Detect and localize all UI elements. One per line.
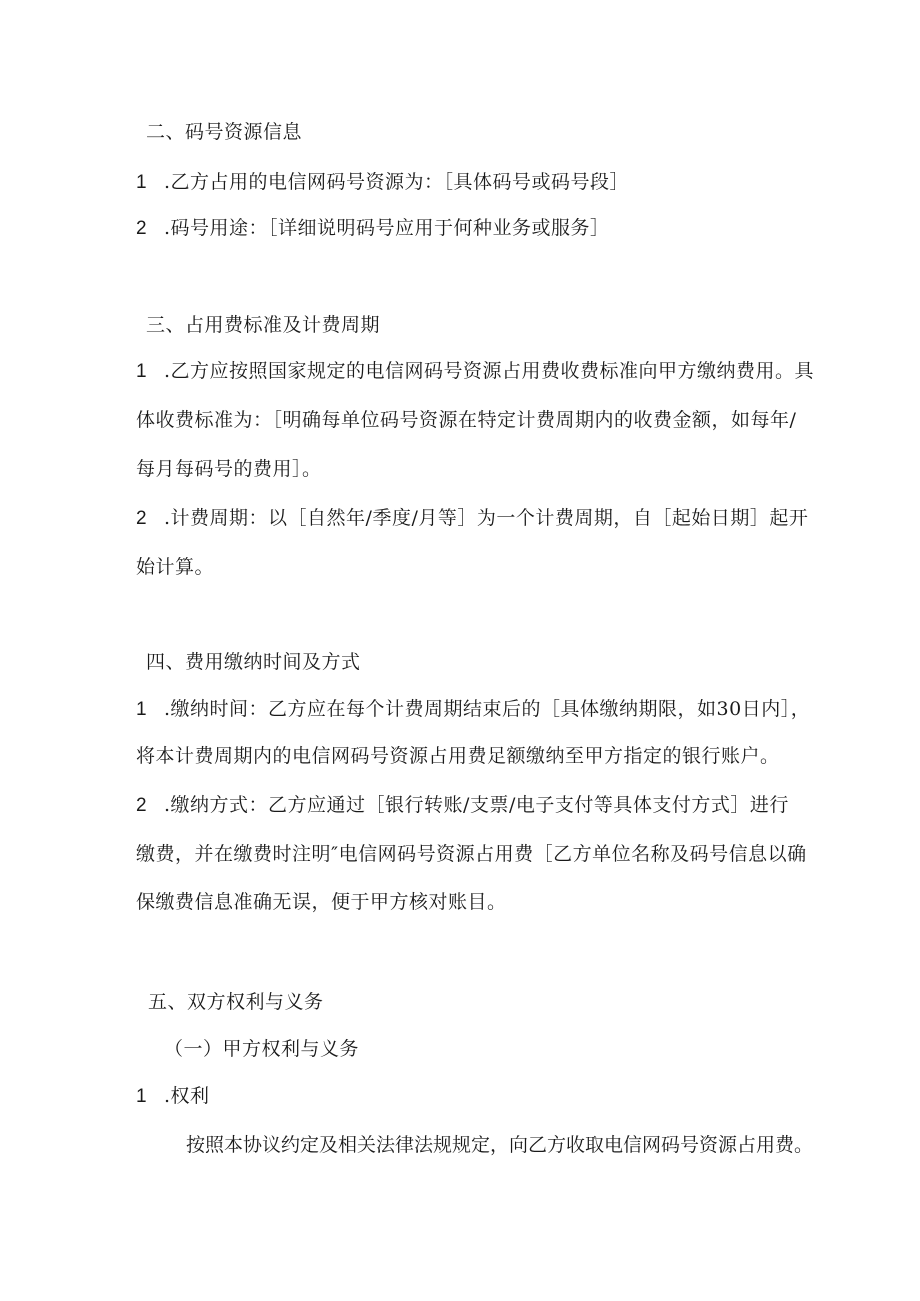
body-paragraph: 按照本协议约定及相关法律法规规定，向乙方收取电信网码号资源占用费。 — [186, 1134, 814, 1156]
item-continuation: 始计算。 — [136, 556, 215, 578]
item-continuation: 缴费，并在缴费时注明″电信网码号资源占用费［乙方单位名称及码号信息以确 — [136, 843, 807, 865]
item-text: .权利 — [164, 1085, 210, 1107]
list-item — [136, 214, 610, 243]
section-heading: 三、占用费标准及计费周期 — [146, 314, 381, 336]
item-number: 2 — [136, 218, 148, 239]
item-number: 2 — [136, 795, 148, 816]
list-item — [136, 504, 808, 533]
item-number: 2 — [136, 508, 148, 529]
subsection-heading: （一）甲方权利与义务 — [164, 1038, 360, 1060]
section-heading: 二、码号资源信息 — [146, 121, 303, 143]
item-text: .缴纳方式：乙方应通过［银行转账/支票/电子支付等具体支付方式］进行 — [164, 794, 789, 816]
item-text: .乙方占用的电信网码号资源为：［具体码号或码号段］ — [164, 171, 630, 193]
list-item — [136, 695, 810, 724]
list-item — [136, 1082, 210, 1111]
item-number: 1 — [136, 172, 148, 193]
item-text: .乙方应按照国家规定的电信网码号资源占用费收费标准向甲方缴纳费用。具 — [164, 360, 815, 382]
item-continuation: 体收费标准为：［明确每单位码号资源在特定计费周期内的收费金额，如每年/ — [136, 409, 797, 431]
item-continuation: 每月每码号的费用］。 — [136, 458, 322, 480]
item-text: .缴纳时间：乙方应在每个计费周期结束后的［具体缴纳期限，如30日内］， — [164, 698, 811, 720]
item-continuation: 将本计费周期内的电信网码号资源占用费足额缴纳至甲方指定的银行账户。 — [136, 745, 780, 767]
list-item — [136, 168, 629, 197]
item-number: 1 — [136, 361, 148, 382]
item-continuation: 保缴费信息准确无误，便于甲方核对账目。 — [136, 891, 507, 913]
list-item — [136, 791, 789, 820]
item-text: .码号用途：［详细说明码号应用于何种业务或服务］ — [164, 217, 610, 239]
item-number: 1 — [136, 699, 148, 720]
section-heading: 四、费用缴纳时间及方式 — [146, 651, 361, 673]
item-number: 1 — [136, 1086, 148, 1107]
section-heading: 五、双方权利与义务 — [148, 991, 324, 1013]
item-text: .计费周期：以［自然年/季度/月等］为一个计费周期，自［起始日期］起开 — [164, 507, 809, 529]
list-item — [136, 357, 814, 386]
